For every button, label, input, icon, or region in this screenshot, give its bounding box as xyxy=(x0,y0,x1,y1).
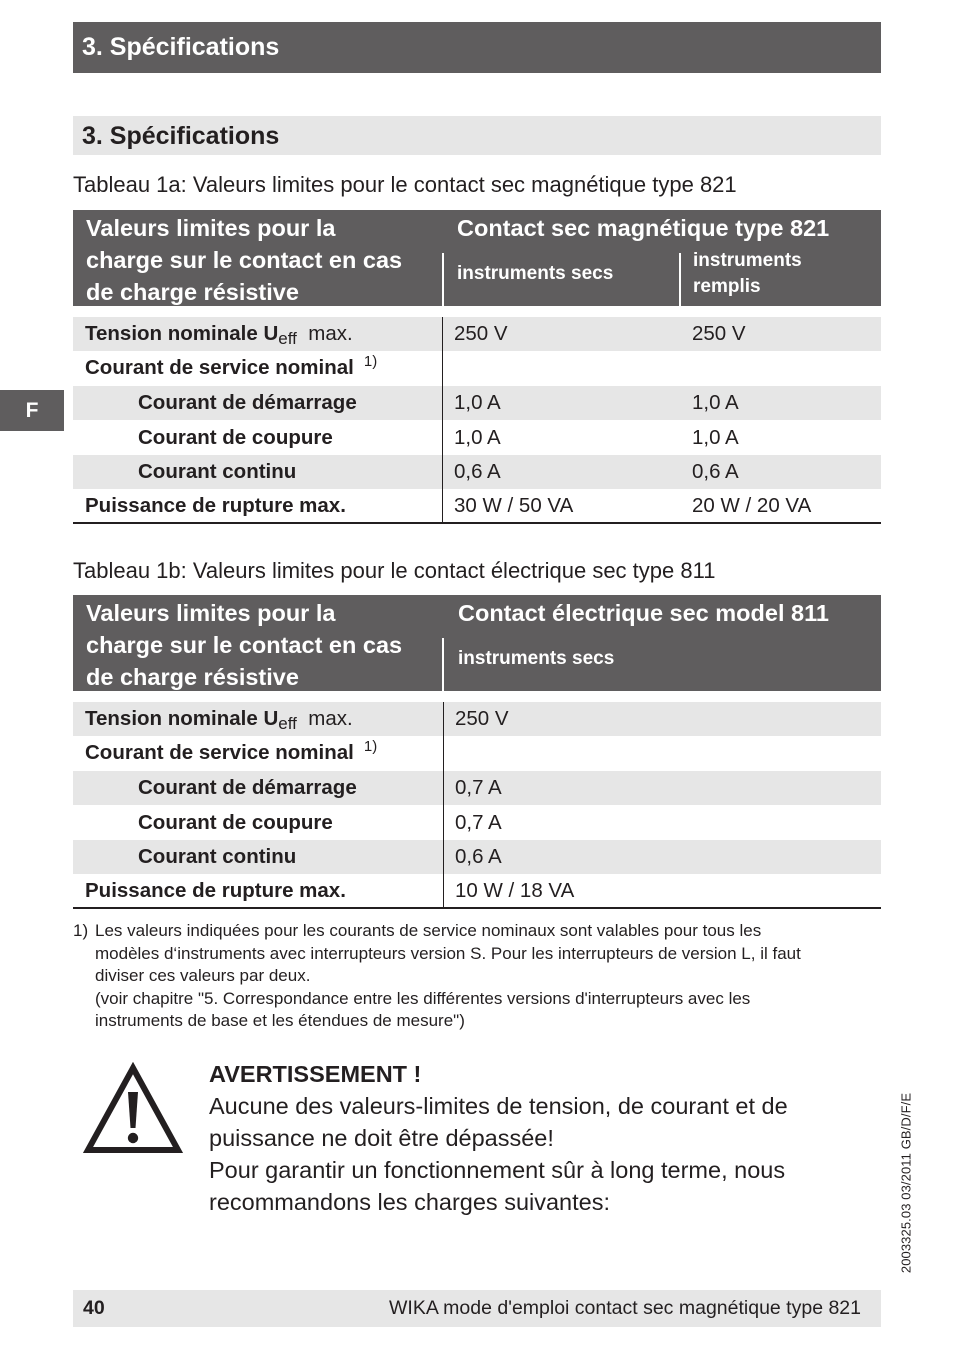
table-1a-caption: Tableau 1a: Valeurs limites pour le contact sec magnétique type 821 xyxy=(73,172,737,197)
row-value-dry: 30 W / 50 VA xyxy=(454,494,574,517)
row-value-dry: 250 V xyxy=(455,707,509,730)
footnote-line: instruments de base et les étendues de mesure") xyxy=(95,1011,465,1030)
row-label-text: Courant de service nominal xyxy=(85,741,354,764)
row-label: Courant de coupure xyxy=(138,426,333,449)
warning-line: Pour garantir un fonctionnement sûr à long terme, nous xyxy=(209,1157,786,1183)
row-value-filled: 0,6 A xyxy=(692,460,739,483)
row-label xyxy=(85,351,377,385)
row-value-dry: 10 W / 18 VA xyxy=(455,879,575,902)
row-value-filled: 20 W / 20 VA xyxy=(692,494,812,517)
warning-line: recommandons les charges suivantes: xyxy=(209,1189,611,1215)
table-row xyxy=(73,806,881,840)
table-row xyxy=(73,317,881,351)
table-row xyxy=(73,702,881,736)
column-divider xyxy=(443,702,444,908)
row-label xyxy=(85,702,353,736)
row-label-subscript: eff xyxy=(278,714,297,733)
row-label-footnote-ref: 1) xyxy=(363,738,378,755)
page-footer xyxy=(73,1290,881,1327)
page-header xyxy=(73,22,881,73)
row-label-subscript: eff xyxy=(278,329,297,348)
footer-title: WIKA mode d'emploi contact sec magnétique type 821 xyxy=(389,1297,861,1319)
header-left-line: de charge résistive xyxy=(86,279,299,305)
warning-line: Aucune des valeurs-limites de tension, de courant et de xyxy=(209,1093,788,1119)
table-row xyxy=(73,489,881,523)
table-row xyxy=(73,386,881,420)
row-label: Courant de démarrage xyxy=(138,776,357,799)
footnote-line: diviser ces valeurs par deux. xyxy=(95,966,311,985)
document-code xyxy=(893,1072,919,1294)
table-1b-header-left xyxy=(86,597,446,693)
table-row xyxy=(73,771,881,805)
language-tab xyxy=(0,390,64,431)
footnote-line: modèles d‘instruments avec interrupteurs version S. Pour les interrupteurs de version L, il faut xyxy=(95,943,801,963)
row-value-dry: 0,6 A xyxy=(455,845,502,868)
header-left-line: charge sur le contact en cas xyxy=(86,632,403,658)
footnote-mark: 1) xyxy=(73,921,89,940)
table-1a-header-right: Contact sec magnétique type 821 xyxy=(457,215,830,241)
row-label: Courant continu xyxy=(138,845,297,868)
header-divider xyxy=(442,253,444,306)
row-value-dry: 250 V xyxy=(454,322,508,345)
page-number: 40 xyxy=(83,1297,105,1319)
header-divider xyxy=(679,253,681,306)
row-label: Courant de coupure xyxy=(138,811,333,834)
warning-triangle-icon xyxy=(82,1062,184,1155)
row-label-text: Tension nominale U xyxy=(85,322,279,345)
column-divider xyxy=(442,317,443,523)
warning-line: puissance ne doit être dépassée! xyxy=(209,1125,554,1151)
row-value-dry: 0,7 A xyxy=(455,776,502,799)
row-label-text: Tension nominale U xyxy=(85,707,279,730)
sub-filled-line: instruments xyxy=(693,250,802,271)
table-row xyxy=(73,736,881,770)
table-row xyxy=(73,421,881,455)
section-heading xyxy=(73,116,881,155)
row-value-filled: 1,0 A xyxy=(692,426,739,449)
row-label: Puissance de rupture max. xyxy=(85,494,346,517)
row-label: Courant de démarrage xyxy=(138,391,357,414)
table-row xyxy=(73,840,881,874)
header-left-line: Valeurs limites pour la xyxy=(86,600,336,626)
row-value-dry: 0,6 A xyxy=(454,460,501,483)
row-label xyxy=(85,736,377,770)
row-value-dry: 1,0 A xyxy=(454,426,501,449)
header-divider xyxy=(442,638,444,691)
row-value-filled: 250 V xyxy=(692,322,746,345)
row-label xyxy=(85,317,353,351)
footnote xyxy=(73,920,883,1033)
row-label-suffix: max. xyxy=(308,322,353,345)
row-value-dry: 1,0 A xyxy=(454,391,501,414)
footnote-line: Les valeurs indiquées pour les courants de service nominaux sont valables pour tous les xyxy=(95,921,762,940)
table-1a-header-left xyxy=(86,212,446,308)
table-1b-sub-dry: instruments secs xyxy=(458,648,615,669)
row-label-suffix: max. xyxy=(308,707,353,730)
row-label: Courant continu xyxy=(138,460,297,483)
table-1b-header xyxy=(73,595,881,691)
header-left-line: de charge résistive xyxy=(86,664,299,690)
table-row xyxy=(73,455,881,489)
table-1a-header xyxy=(73,210,881,306)
table-1a-sub-filled xyxy=(693,248,802,300)
table-1a-sub-dry: instruments secs xyxy=(457,263,614,284)
table-row xyxy=(73,874,881,908)
table-1b-caption: Tableau 1b: Valeurs limites pour le contact électrique sec type 811 xyxy=(73,558,716,583)
row-value-filled: 1,0 A xyxy=(692,391,739,414)
footnote-line: (voir chapitre "5. Correspondance entre les différentes versions d'interrupteurs avec les xyxy=(95,988,751,1008)
table-1b-header-right: Contact électrique sec model 811 xyxy=(458,600,829,626)
header-left-line: Valeurs limites pour la xyxy=(86,215,336,241)
sub-filled-line: remplis xyxy=(693,276,761,297)
row-value-dry: 0,7 A xyxy=(455,811,502,834)
header-left-line: charge sur le contact en cas xyxy=(86,247,403,273)
table-row xyxy=(73,351,881,385)
language-tab-label: F xyxy=(25,399,39,422)
row-label-text: Courant de service nominal xyxy=(85,356,354,379)
section-title: 3. Spécifications xyxy=(82,122,280,150)
footnote-body xyxy=(95,920,883,1033)
row-label: Puissance de rupture max. xyxy=(85,879,346,902)
warning-title: AVERTISSEMENT ! xyxy=(209,1061,422,1087)
row-label-footnote-ref: 1) xyxy=(363,353,378,370)
page-header-title: 3. Spécifications xyxy=(82,33,280,61)
table-bottom-rule xyxy=(73,522,881,524)
table-bottom-rule xyxy=(73,907,881,909)
document-code-text: 2003325.03 03/2011 GB/D/F/E xyxy=(898,1092,914,1274)
